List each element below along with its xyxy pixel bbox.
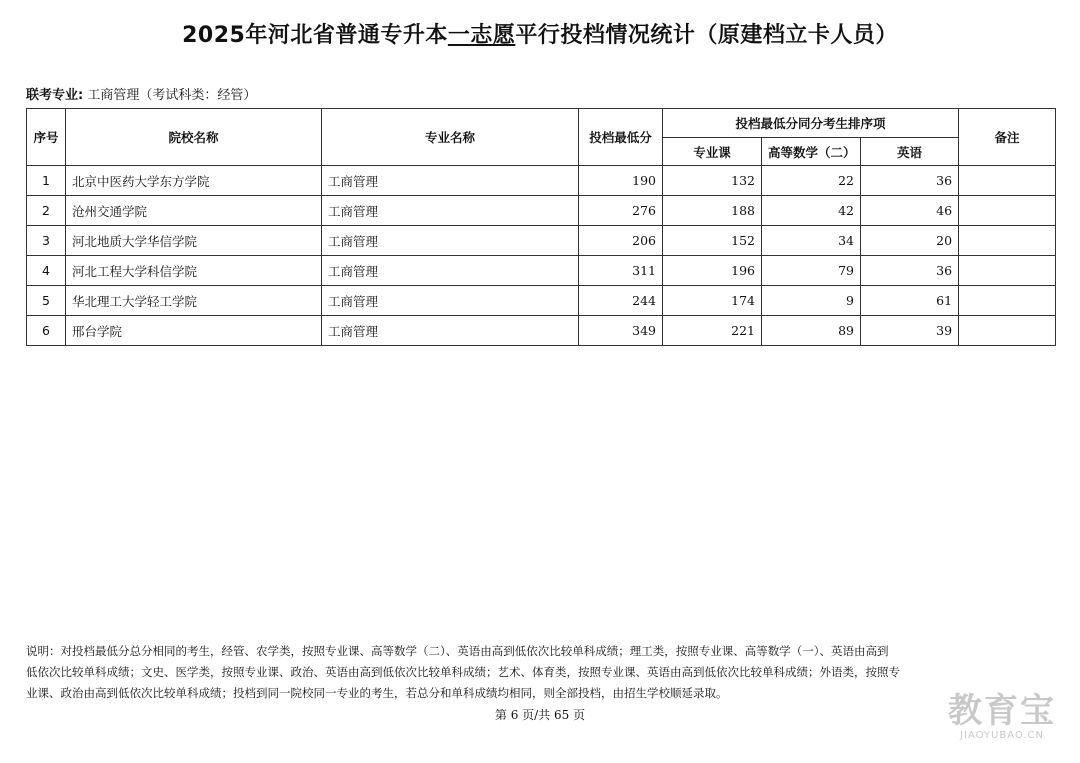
cell-major: 工商管理 [322, 316, 579, 346]
cell-remark [959, 316, 1056, 346]
header-seq: 序号 [27, 109, 66, 166]
header-sub2: 高等数学（二） [762, 138, 861, 166]
notes-line: 业课、政治由高到低依次比较单科成绩；投档到同一院校同一专业的考生，若总分和单科成绩均相同，则全部投档，由招生学校顺延录取。 [26, 686, 728, 700]
header-tie-group: 投档最低分同分考生排序项 [663, 109, 959, 138]
cell-sub1: 196 [663, 256, 762, 286]
cell-school: 北京中医药大学东方学院 [66, 166, 322, 196]
major-value: 工商管理（考试科类：经管） [87, 88, 257, 103]
header-major: 专业名称 [322, 109, 579, 166]
cell-sub1: 174 [663, 286, 762, 316]
cell-seq: 2 [27, 196, 66, 226]
cell-sub2: 34 [762, 226, 861, 256]
watermark-sub: JIAOYUBAO.CN [960, 730, 1044, 741]
cell-major: 工商管理 [322, 286, 579, 316]
header-row [27, 109, 1056, 138]
cell-sub3: 39 [861, 316, 959, 346]
table-row [27, 286, 1056, 316]
cell-remark [959, 286, 1056, 316]
cell-school: 华北理工大学轻工学院 [66, 286, 322, 316]
table-row [27, 196, 1056, 226]
cell-min-score: 206 [579, 226, 663, 256]
title-part-3: 平行投档情况统计（原建档立卡人员） [515, 23, 898, 48]
notes-paragraph [26, 641, 1056, 704]
major-info [26, 84, 256, 103]
header-school: 院校名称 [66, 109, 322, 166]
cell-min-score: 244 [579, 286, 663, 316]
cell-remark [959, 226, 1056, 256]
cell-sub2: 22 [762, 166, 861, 196]
cell-school: 河北地质大学华信学院 [66, 226, 322, 256]
cell-sub3: 36 [861, 256, 959, 286]
cell-sub3: 61 [861, 286, 959, 316]
cell-major: 工商管理 [322, 166, 579, 196]
cell-seq: 3 [27, 226, 66, 256]
title-part-1: 2025年河北省普通专升本 [182, 23, 448, 48]
cell-sub2: 9 [762, 286, 861, 316]
table-row [27, 256, 1056, 286]
major-label: 联考专业: [26, 88, 84, 103]
header-remark: 备注 [959, 109, 1056, 166]
table-row [27, 166, 1056, 196]
cell-seq: 5 [27, 286, 66, 316]
cell-sub1: 188 [663, 196, 762, 226]
cell-sub3: 36 [861, 166, 959, 196]
cell-sub2: 89 [762, 316, 861, 346]
cell-seq: 1 [27, 166, 66, 196]
cell-school: 邢台学院 [66, 316, 322, 346]
cell-major: 工商管理 [322, 196, 579, 226]
cell-min-score: 311 [579, 256, 663, 286]
cell-school: 沧州交通学院 [66, 196, 322, 226]
table-row [27, 226, 1056, 256]
cell-sub2: 42 [762, 196, 861, 226]
cell-min-score: 190 [579, 166, 663, 196]
cell-school: 河北工程大学科信学院 [66, 256, 322, 286]
page-number: 第 6 页/共 65 页 [494, 708, 586, 722]
cell-sub2: 79 [762, 256, 861, 286]
cell-min-score: 349 [579, 316, 663, 346]
cell-min-score: 276 [579, 196, 663, 226]
cell-remark [959, 256, 1056, 286]
header-sub1: 专业课 [663, 138, 762, 166]
document-title [0, 18, 1080, 49]
cell-sub1: 152 [663, 226, 762, 256]
watermark-logo [942, 692, 1062, 741]
header-sub3: 英语 [861, 138, 959, 166]
notes-line: 低依次比较单科成绩；文史、医学类，按照专业课、政治、英语由高到低依次比较单科成绩；艺术、体育类，按照专业课、英语由高到低依次比较单科成绩；外语类，按照专 [26, 665, 900, 679]
title-part-2: 一志愿 [447, 23, 516, 48]
admission-table [26, 108, 1056, 346]
notes-line: 说明：对投档最低分总分相同的考生，经管、农学类，按照专业课、高等数学（二）、英语由高到低依次比较单科成绩；理工类，按照专业课、高等数学（一）、英语由高到 [26, 644, 889, 658]
cell-sub1: 132 [663, 166, 762, 196]
cell-seq: 4 [27, 256, 66, 286]
cell-sub3: 20 [861, 226, 959, 256]
cell-remark [959, 166, 1056, 196]
header-min-score: 投档最低分 [579, 109, 663, 166]
cell-major: 工商管理 [322, 256, 579, 286]
watermark-main: 教育宝 [948, 691, 1056, 731]
cell-major: 工商管理 [322, 226, 579, 256]
cell-remark [959, 196, 1056, 226]
cell-sub1: 221 [663, 316, 762, 346]
cell-seq: 6 [27, 316, 66, 346]
cell-sub3: 46 [861, 196, 959, 226]
table-row [27, 316, 1056, 346]
